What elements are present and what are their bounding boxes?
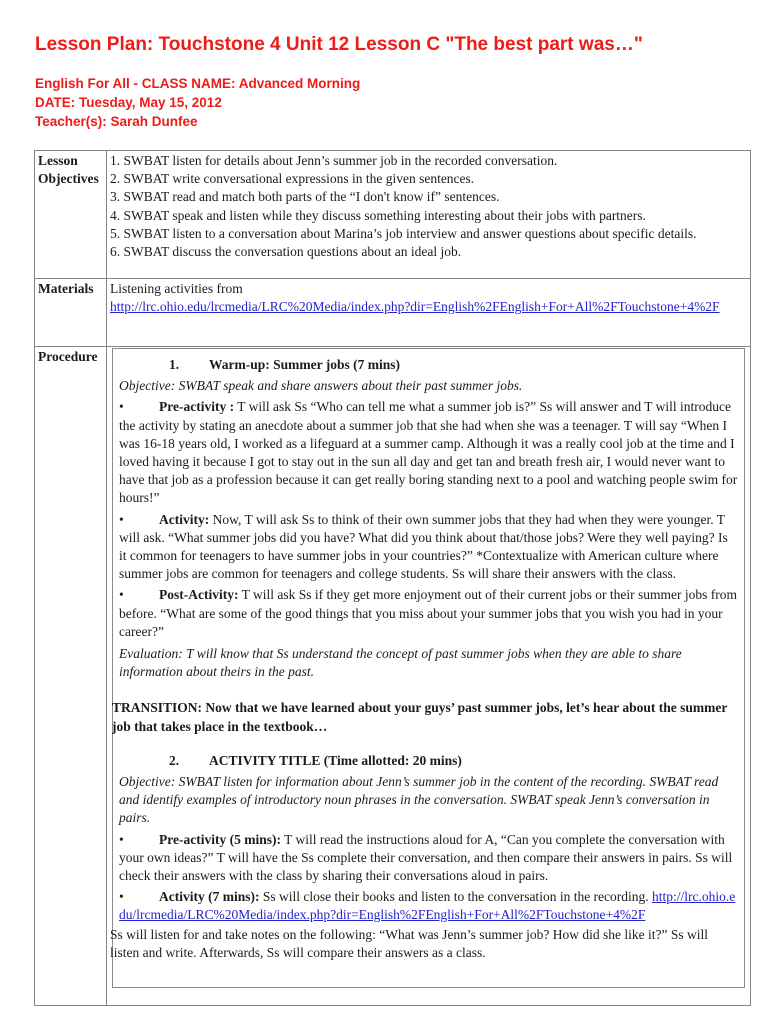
- pre-activity-label: Pre-activity :: [159, 399, 235, 415]
- page-title: Lesson Plan: Touchstone 4 Unit 12 Lesson C "The best part was…": [35, 34, 643, 55]
- pre-activity-text: T will ask Ss “Who can tell me what a summer job is?” Ss will answer and T will introduce the activity by stating an anecdote about a summer job that she had when she was a teenager. T will say “When I was 16-18 years old, I worked as a lifeguard at a summer camp. Although it was a really cool job at the time and I loved having it because I got to stay out in the sun all day and get tan and breath fresh air, I would never want to have that job as a profession because it can get really boring standing next to a pool and watching people swim for hours!”: [119, 399, 738, 506]
- activity1-heading: [119, 356, 738, 374]
- activity-text: Now, T will ask Ss to think of their own summer jobs that they had when they were younger. T will ask. “What summer jobs did you have? What did you think about that/those jobs? Were they well paying? Is it common for teenagers to have summer jobs in your countries?” *Contextualize with American culture where summer jobs are common for teenagers and college students. Ss will share their answers with the class.: [119, 511, 728, 582]
- materials-intro: Listening activities from: [110, 281, 243, 296]
- activity2-activity: [119, 888, 738, 924]
- objective-item: 3. SWBAT read and match both parts of the “I don't know if” sentences.: [110, 189, 500, 205]
- bullet-icon: •: [119, 831, 124, 847]
- objective-item: 1. SWBAT listen for details about Jenn’s summer job in the recorded conversation.: [110, 153, 558, 168]
- activity1-post-activity: [119, 586, 738, 641]
- post-activity-text: T will ask Ss if they get more enjoyment out of their current jobs or their summer jobs from before. “What are some of the good things that you miss about your summer jobs that you wish you had in your career?”: [119, 587, 738, 639]
- activity2-heading: [119, 752, 738, 770]
- listening-notes: Ss will listen for and take notes on the following: “What was Jenn’s summer job? How did she like it?” Ss will listen and write. Afterwards, Ss will compare their answers as a class.: [110, 926, 709, 960]
- procedure-cell: [107, 347, 751, 1006]
- lesson-objectives-cell: [107, 151, 751, 279]
- table-row-materials: [35, 279, 751, 347]
- teacher-line: Teacher(s): Sarah Dunfee: [35, 114, 198, 129]
- bullet-icon: •: [119, 511, 124, 527]
- activity-7mins-text: Ss will close their books and listen to the conversation in the recording.: [259, 889, 653, 905]
- activity1-evaluation: Evaluation: T will know that Ss understand the concept of past summer jobs when they are able to share information about theirs in the past.: [119, 646, 682, 680]
- table-row-procedure: [35, 347, 751, 1006]
- table-row-objectives: [35, 151, 751, 279]
- post-activity-label: Post-Activity:: [159, 587, 239, 603]
- objective-item: 2. SWBAT write conversational expressions in the given sentences.: [110, 171, 475, 187]
- row-label-lesson-objectives: Lesson Objectives: [35, 151, 107, 279]
- activity-7mins-label: Activity (7 mins):: [159, 889, 260, 905]
- bullet-icon: •: [119, 587, 124, 603]
- activity1-title: Warm-up: Summer jobs (7 mins): [209, 357, 401, 372]
- activity1-number: 1.: [169, 357, 180, 372]
- activity2-pre-activity: [119, 831, 738, 886]
- objective-item: 6. SWBAT discuss the conversation questions about an ideal job.: [110, 244, 462, 260]
- activity-label: Activity:: [159, 511, 210, 527]
- materials-cell: [107, 279, 751, 347]
- bullet-icon: •: [119, 889, 124, 905]
- bullet-icon: •: [119, 399, 124, 415]
- procedure-inner-box: [112, 348, 745, 988]
- activity2-title: ACTIVITY TITLE (Time allotted: 20 mins): [209, 752, 462, 768]
- activity2-number: 2.: [169, 752, 180, 768]
- objective-item: 5. SWBAT listen to a conversation about Marina’s job interview and answer questions about specific details.: [110, 225, 697, 241]
- class-name-line: English For All - CLASS NAME: Advanced Morning: [35, 76, 361, 91]
- objective-item: 4. SWBAT speak and listen while they discuss something interesting about their jobs with partners.: [110, 207, 646, 223]
- pre-activity-5mins-text: T will read the instructions aloud for A, “Can you complete the conversation with your own ideas?” T will have the Ss complete their conversation, and then compare their answers in pairs. Ss will check their answers with the class by sharing their conversations aloud in pairs.: [119, 831, 733, 884]
- activity1-objective: Objective: SWBAT speak and share answers about their past summer jobs.: [119, 378, 523, 394]
- date-line: DATE: Tuesday, May 15, 2012: [35, 95, 222, 110]
- activity1-pre-activity: [119, 398, 738, 507]
- transition-note: TRANSITION: Now that we have learned about your guys’ past summer jobs, let’s hear about the summer job that takes place in the textbook…: [112, 700, 728, 734]
- recording-link[interactable]: http://lrc.ohio.edu/lrcmedia/LRC%20Media/index.php?dir=English%2FEnglish+For+All%2FTouchstone+4%2F: [119, 889, 736, 923]
- materials-link[interactable]: http://lrc.ohio.edu/lrcmedia/LRC%20Media/index.php?dir=English%2FEnglish+For+All%2FTouchstone+4%2F: [110, 299, 720, 315]
- row-label-procedure: Procedure: [35, 347, 107, 1006]
- document-meta: [35, 74, 635, 131]
- row-label-materials: Materials: [35, 279, 107, 347]
- lesson-plan-table: [34, 150, 751, 1006]
- activity1-activity: [119, 511, 738, 584]
- pre-activity-5mins-label: Pre-activity (5 mins):: [159, 831, 281, 847]
- activity2-objective: Objective: SWBAT listen for information about Jenn’s summer job in the content of the recording. SWBAT read and identify examples of introductory noun phrases in the conversation. SWBAT speak Jenn’s conversation in pairs.: [119, 774, 719, 826]
